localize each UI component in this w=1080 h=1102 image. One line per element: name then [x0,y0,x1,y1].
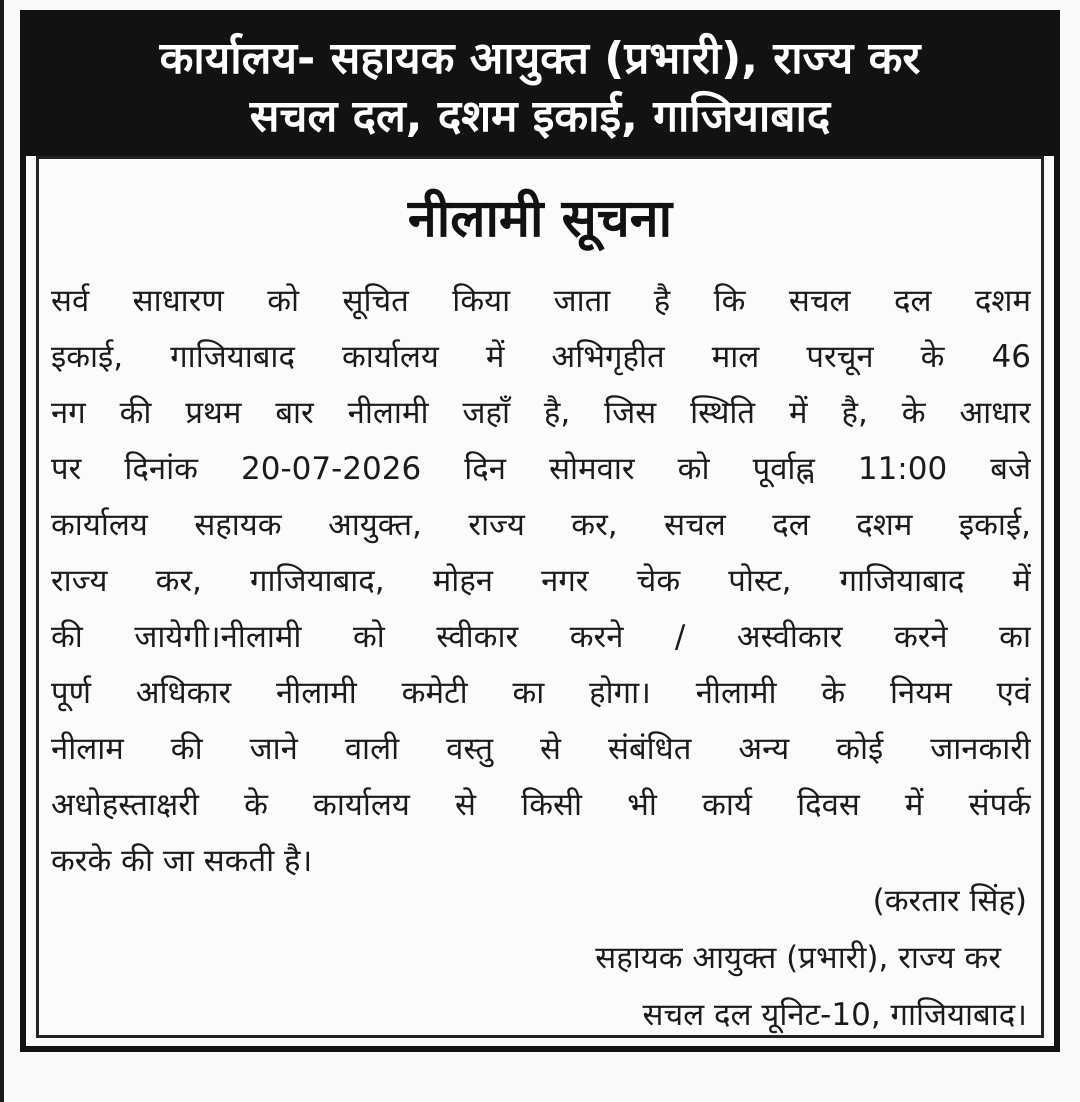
auction-notice [20,10,1060,1052]
header-line-1: कार्यालय- सहायक आयुक्त (प्रभारी), राज्य कर [159,33,921,84]
body-line: करके की जा सकती है। [51,843,313,879]
signatory-office: सचल दल यूनिट-10, गाजियाबाद। [642,997,1027,1033]
body-line: इकाई, गाजियाबाद कार्यालय में अभिगृहीत माल परचून के 46 [51,339,1031,375]
body-line: सर्व साधारण को सूचित किया जाता है कि सचल दल दशम [51,283,1031,319]
signatory-designation: सहायक आयुक्त (प्रभारी), राज्य कर [595,940,1001,976]
body-line: नग की प्रथम बार नीलामी जहाँ है, जिस स्थिति में है, के आधार [51,395,1031,431]
body-line: नीलाम की जाने वाली वस्तु से संबंधित अन्य कोई जानकारी [51,731,1031,767]
left-edge-border [0,0,4,1102]
body-line: की जायेगी।नीलामी को स्वीकार करने / अस्वीकार करने का [51,619,1031,655]
body-line: पूर्ण अधिकार नीलामी कमेटी का होगा। नीलामी के नियम एवं [51,675,1031,711]
body-line: कार्यालय सहायक आयुक्त, राज्य कर, सचल दल दशम इकाई, [51,507,1031,543]
notice-body-text [39,273,1041,889]
signatory-name: (करतार सिंह) [872,883,1027,919]
notice-body-box [36,156,1044,1038]
notice-title: नीलामी सूचना [407,189,673,249]
body-line: पर दिनांक 20-07-2026 दिन सोमवार को पूर्वाह्न 11:00 बजे [51,451,1031,487]
header-line-2: सचल दल, दशम इकाई, गाजियाबाद [249,91,831,142]
body-line: अधोहस्ताक्षरी के कार्यालय से किसी भी कार्य दिवस में संपर्क [51,787,1031,823]
body-line: राज्य कर, गाजियाबाद, मोहन नगर चेक पोस्ट, गाजियाबाद में [51,563,1031,599]
notice-header [26,16,1054,156]
